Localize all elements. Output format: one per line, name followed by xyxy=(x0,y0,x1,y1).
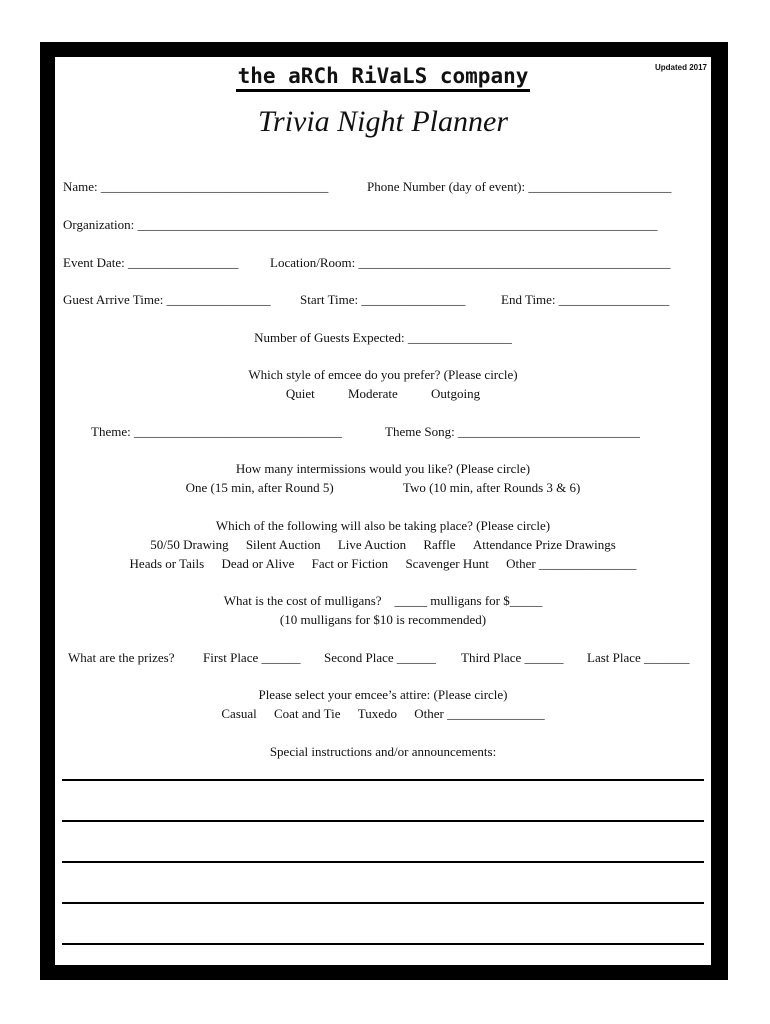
intermission-option-one[interactable]: One (15 min, after Round 5) xyxy=(185,480,334,495)
third-place-field[interactable]: Third Place ______ xyxy=(461,650,564,665)
form-border xyxy=(40,42,728,980)
writing-line[interactable] xyxy=(62,779,704,781)
guest-arrive-field[interactable]: Guest Arrive Time: ________________ xyxy=(63,292,271,307)
organization-field[interactable]: Organization: ________________________________________________________________________________ xyxy=(63,217,658,232)
activity-dead-or-alive[interactable]: Dead or Alive xyxy=(221,556,295,571)
activities-question: Which of the following will also be taking place? (Please circle) xyxy=(215,518,551,533)
emcee-option-quiet[interactable]: Quiet xyxy=(285,386,315,401)
page-title: Trivia Night Planner xyxy=(257,105,509,138)
writing-line[interactable] xyxy=(62,861,704,863)
last-place-field[interactable]: Last Place _______ xyxy=(587,650,690,665)
activity-raffle[interactable]: Raffle xyxy=(423,537,456,552)
writing-line[interactable] xyxy=(62,902,704,904)
name-field[interactable]: Name: ___________________________________ xyxy=(63,179,329,194)
activity-heads-or-tails[interactable]: Heads or Tails xyxy=(129,556,205,571)
attire-option-casual[interactable]: Casual xyxy=(221,706,257,721)
form-page xyxy=(55,57,711,965)
theme-field[interactable]: Theme: ________________________________ xyxy=(91,424,342,439)
activity-live-auction[interactable]: Live Auction xyxy=(337,537,407,552)
theme-song-field[interactable]: Theme Song: ____________________________ xyxy=(385,424,640,439)
mulligans-note: (10 mulligans for $10 is recommended) xyxy=(279,612,487,627)
guests-expected-field[interactable]: Number of Guests Expected: ________________ xyxy=(254,330,512,345)
activities-row-2 xyxy=(55,556,711,572)
attire-question: Please select your emcee’s attire: (Please circle) xyxy=(258,687,508,702)
activity-attendance-prize[interactable]: Attendance Prize Drawings xyxy=(472,537,616,552)
emcee-option-outgoing[interactable]: Outgoing xyxy=(431,386,481,401)
location-field[interactable]: Location/Room: ________________________________________________ xyxy=(270,255,671,270)
activity-silent-auction[interactable]: Silent Auction xyxy=(245,537,321,552)
mulligans-question[interactable]: What is the cost of mulligans? _____ mulligans for $_____ xyxy=(223,593,543,608)
activity-scavenger-hunt[interactable]: Scavenger Hunt xyxy=(405,556,489,571)
intermission-option-two[interactable]: Two (10 min, after Rounds 3 & 6) xyxy=(402,480,581,495)
attire-options xyxy=(55,706,711,722)
second-place-field[interactable]: Second Place ______ xyxy=(324,650,436,665)
intermissions-options xyxy=(55,480,711,496)
activities-row-1 xyxy=(55,537,711,553)
company-logo xyxy=(55,64,711,92)
special-instructions-label: Special instructions and/or announcements: xyxy=(269,744,497,759)
updated-label: Updated 2017 xyxy=(654,63,707,72)
prizes-label: What are the prizes? xyxy=(68,650,175,665)
start-time-field[interactable]: Start Time: ________________ xyxy=(300,292,466,307)
phone-field[interactable]: Phone Number (day of event): ______________________ xyxy=(367,179,672,194)
attire-option-other[interactable]: Other _______________ xyxy=(414,706,545,721)
attire-option-coat-and-tie[interactable]: Coat and Tie xyxy=(274,706,341,721)
intermissions-question: How many intermissions would you like? (Please circle) xyxy=(235,461,531,476)
first-place-field[interactable]: First Place ______ xyxy=(203,650,301,665)
activity-fact-or-fiction[interactable]: Fact or Fiction xyxy=(311,556,389,571)
emcee-style-question: Which style of emcee do you prefer? (Please circle) xyxy=(248,367,518,382)
attire-option-tuxedo[interactable]: Tuxedo xyxy=(357,706,397,721)
writing-line[interactable] xyxy=(62,943,704,945)
activity-other[interactable]: Other _______________ xyxy=(506,556,637,571)
end-time-field[interactable]: End Time: _________________ xyxy=(501,292,670,307)
event-date-field[interactable]: Event Date: _________________ xyxy=(63,255,239,270)
activity-5050-drawing[interactable]: 50/50 Drawing xyxy=(150,537,229,552)
emcee-style-options xyxy=(55,386,711,402)
emcee-option-moderate[interactable]: Moderate xyxy=(347,386,398,401)
logo-text: the aRCh RiVaLS company xyxy=(236,64,531,92)
writing-line[interactable] xyxy=(62,820,704,822)
